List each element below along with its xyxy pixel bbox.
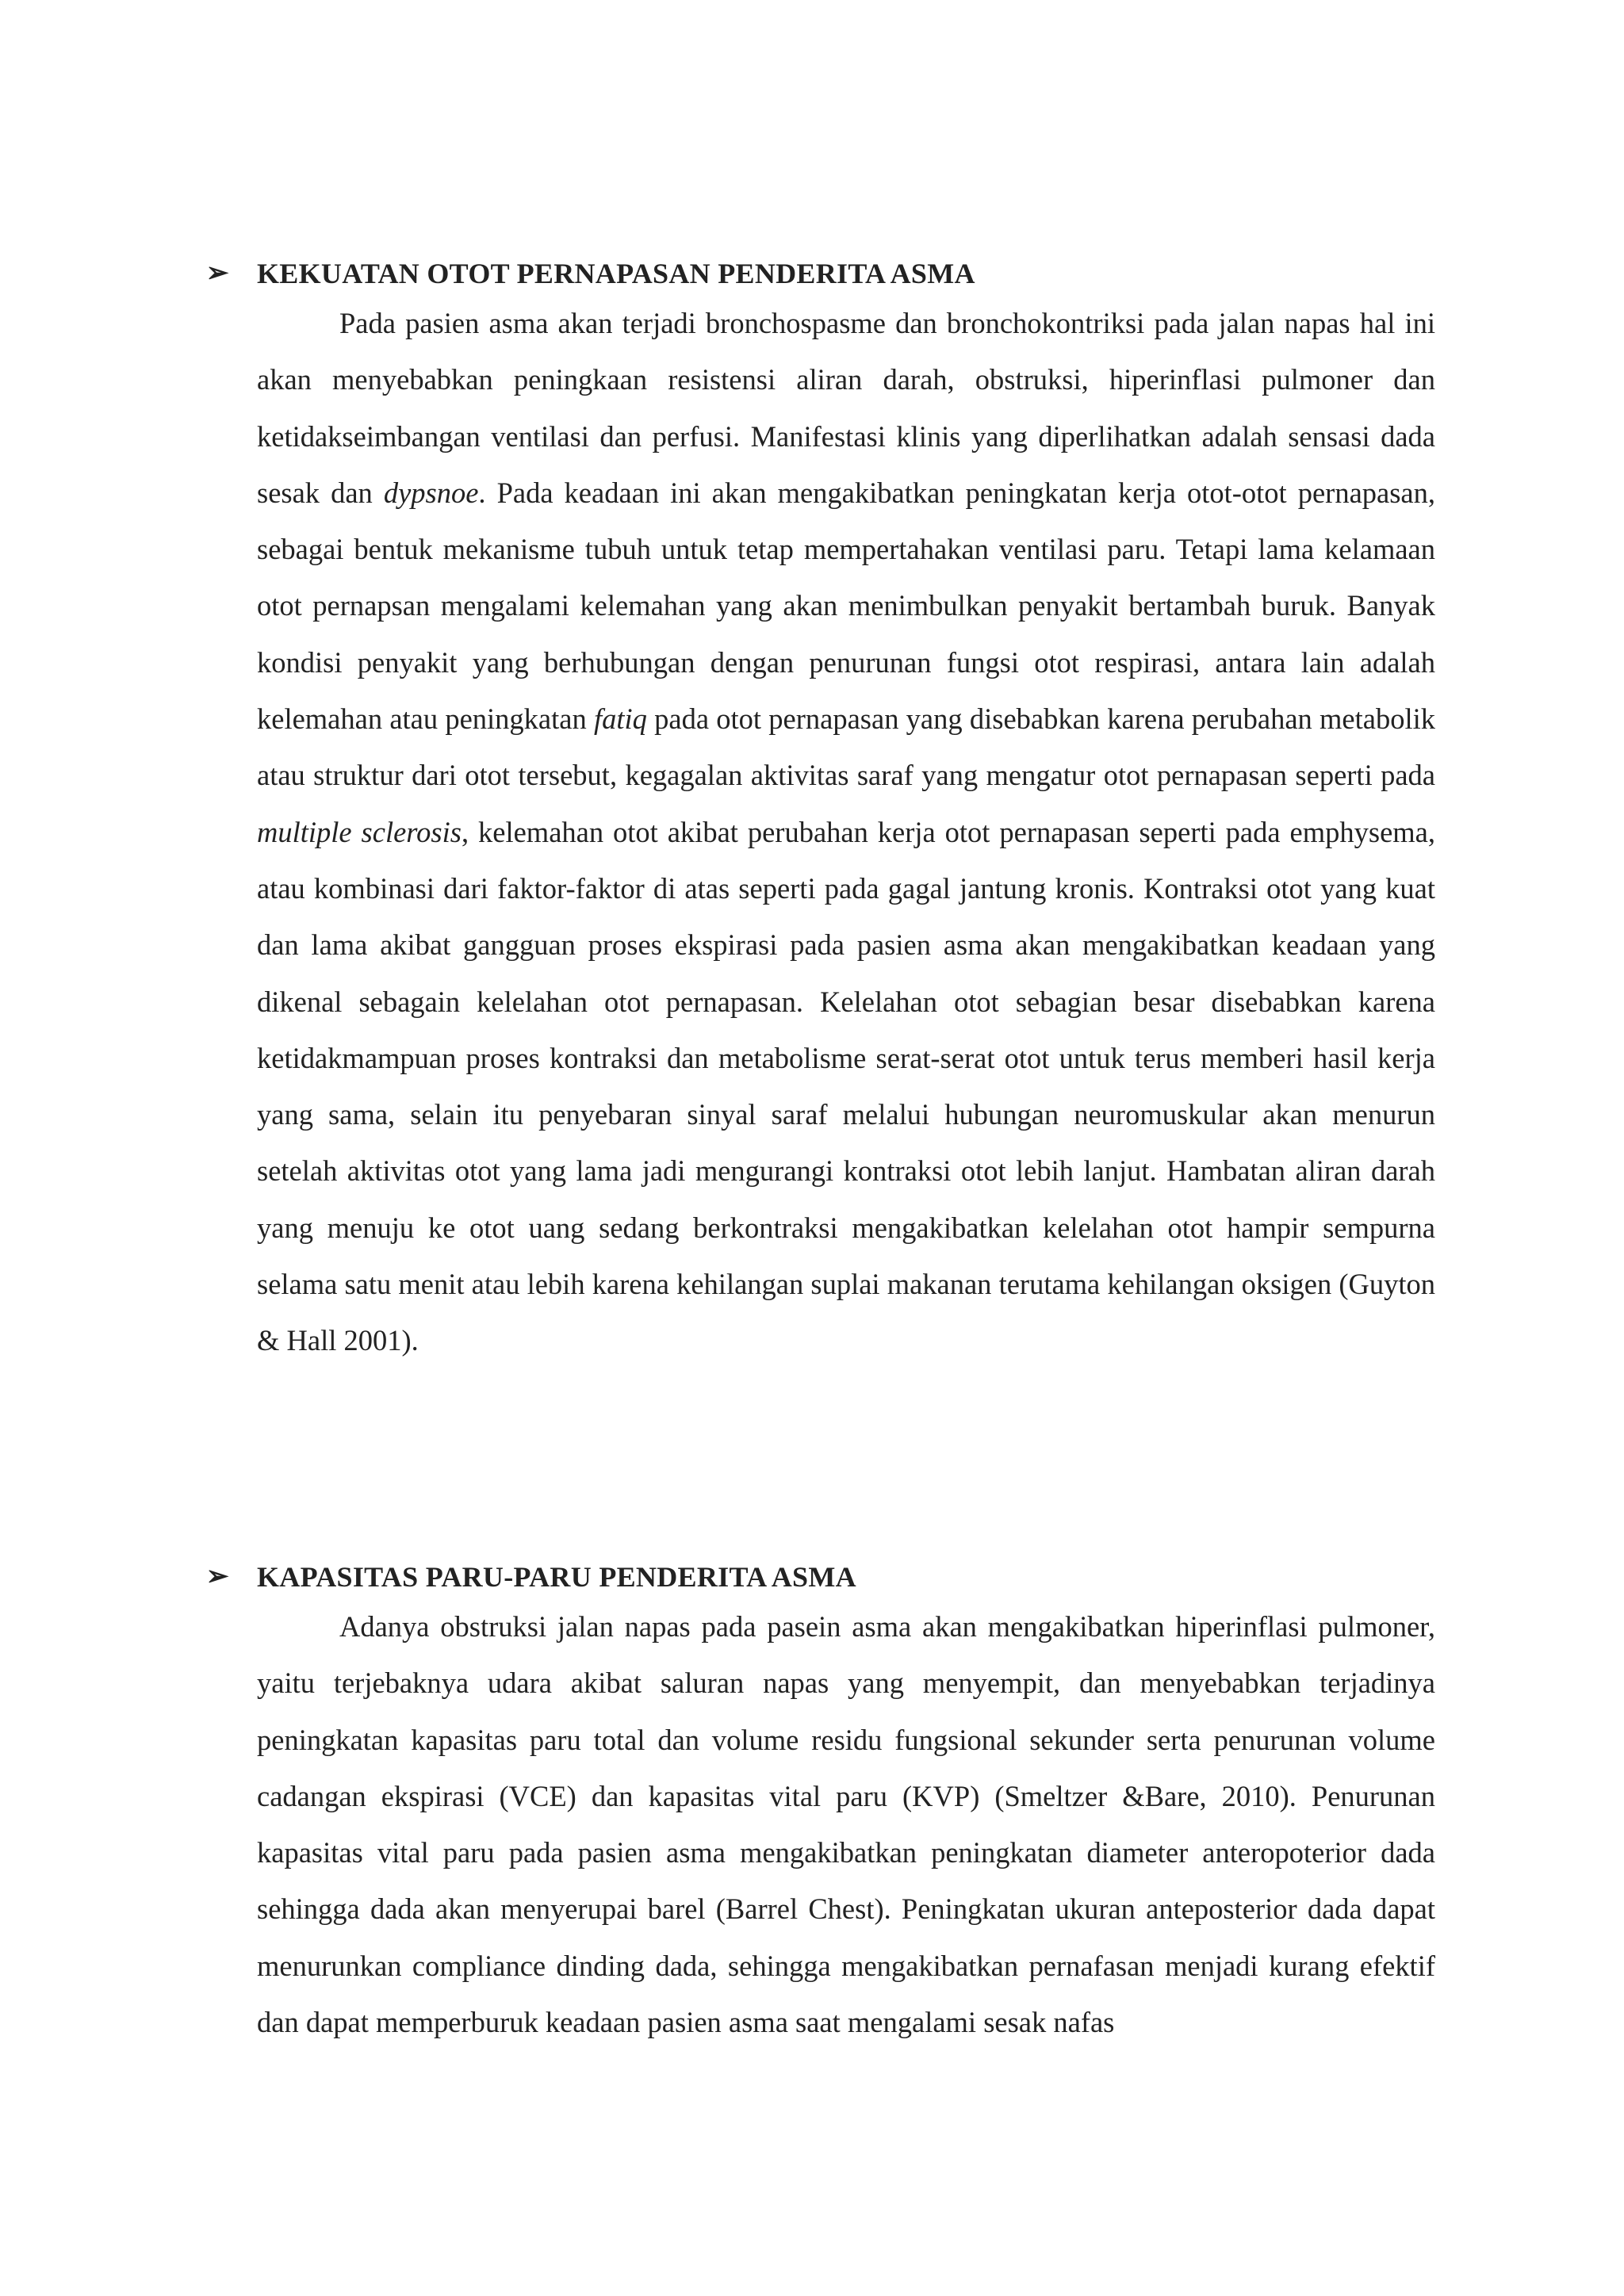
section-kapasitas-paru [206,1556,1435,2050]
italic-term-dypsnoe: dypsnoe [383,476,479,509]
arrowhead-bullet-icon: ➢ [206,1562,229,1591]
section-heading-text: KEKUATAN OTOT PERNAPASAN PENDERITA ASMA [257,258,975,289]
italic-term-multiple-sclerosis: multiple sclerosis [257,815,462,848]
section-kekuatan-otot [206,252,1435,1369]
paragraph-run: Adanya obstruksi jalan napas pada pasein asma akan mengakibatkan hiperinflasi pulmoner, yaitu terjebaknya udara akibat saluran napas yang menyempit, dan menyebabkan terjadinya peningkatan kapasitas paru total dan volume residu fungsional sekunder serta penurunan volume cadangan ekspirasi (VCE) dan kapasitas vital paru (KVP) (Smeltzer &Bare, 2010). Penurunan kapasitas vital paru pada pasien asma mengakibatkan peningkatan diameter anteropoterior dada sehingga dada akan menyerupai barel (Barrel Chest). Peningkatan ukuran anteposterior dada dapat menurunkan compliance dinding dada, sehingga mengakibatkan pernafasan menjadi kurang efektif dan dapat memperburuk keadaan pasien asma saat mengalami sesak nafas [257,1610,1435,2039]
section-heading-text: KAPASITAS PARU-PARU PENDERITA ASMA [257,1561,856,1593]
paragraph-run: . Pada keadaan ini akan mengakibatkan peningkatan kerja otot-otot pernapasan, sebagai bentuk mekanisme tubuh untuk tetap mempertahakan ventilasi paru. Tetapi lama kelamaan otot pernapsan mengalami kelemahan yang akan menimbulkan penyakit bertambah buruk. Banyak kondisi penyakit yang berhubungan dengan penurunan fungsi otot respirasi, antara lain adalah kelemahan atau peningkatan [257,476,1435,736]
section-paragraph [206,1598,1435,2050]
arrowhead-bullet-icon: ➢ [206,258,229,288]
section-heading [206,1556,1435,1598]
paragraph-run: pada otot pernapasan yang disebabkan karena perubahan metabolik atau struktur dari otot tersebut, kegagalan aktivitas saraf yang mengatur otot pernapasan seperti pada [257,702,1435,792]
paragraph-run: Pada pasien asma akan terjadi bronchospasme dan bronchokontriksi pada jalan napas hal ini akan menyebabkan peningkaan resistensi aliran darah, obstruksi, hiperinflasi pulmoner dan ketidakseimbangan ventilasi dan perfusi. Manifestasi klinis yang diperlihatkan adalah sensasi dada sesak dan [257,307,1435,509]
section-paragraph [206,295,1435,1369]
section-heading [206,252,1435,295]
paragraph-run: , kelemahan otot akibat perubahan kerja otot pernapasan seperti pada emphysema, atau kombinasi dari faktor-faktor di atas seperti pada gagal jantung kronis. Kontraksi otot yang kuat dan lama akibat gangguan proses ekspirasi pada pasien asma akan mengakibatkan keadaan yang dikenal sebagain kelelahan otot pernapasan. Kelelahan otot sebagian besar disebabkan karena ketidakmampuan proses kontraksi dan metabolisme serat-serat otot untuk terus memberi hasil kerja yang sama, selain itu penyebaran sinyal saraf melalui hubungan neuromuskular akan menurun setelah aktivitas otot yang lama jadi mengurangi kontraksi otot lebih lanjut. Hambatan aliran darah yang menuju ke otot uang sedang berkontraksi mengakibatkan kelelahan otot hampir sempurna selama satu menit atau lebih karena kehilangan suplai makanan terutama kehilangan oksigen (Guyton & Hall 2001). [257,815,1435,1357]
italic-term-fatiq: fatiq [593,702,647,736]
